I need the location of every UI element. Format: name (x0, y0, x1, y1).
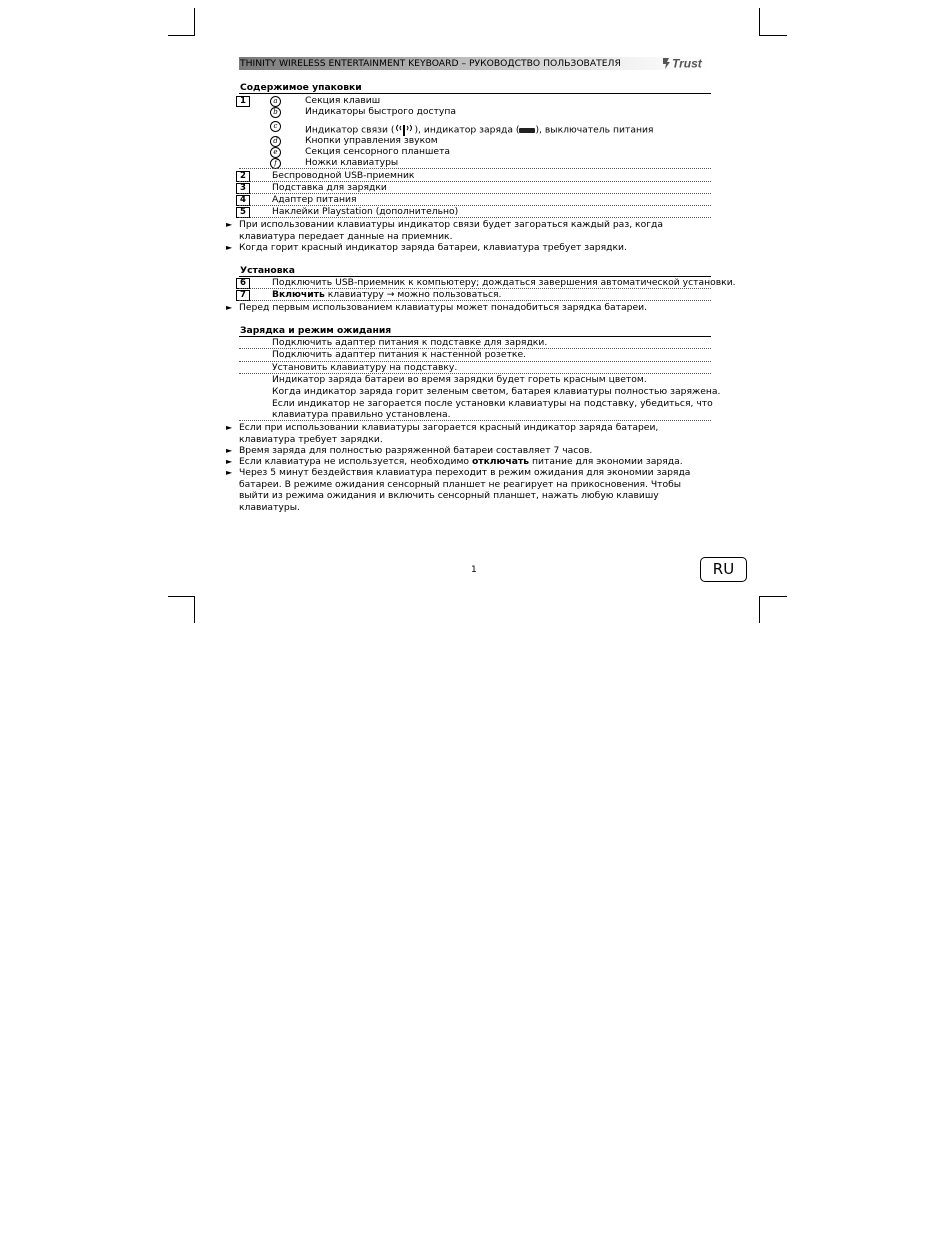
svg-text:Trust: Trust (672, 56, 702, 71)
item-text: Наклейки Playstation (дополнительно) (272, 206, 459, 217)
trust-logo (662, 55, 712, 71)
info-text: Индикатор заряда батареи во время зарядки будет гореть красным цветом. (272, 374, 647, 385)
crop-mark (168, 596, 195, 597)
item-number: 2 (236, 171, 250, 182)
bullet-arrow-icon: ► (226, 243, 233, 252)
divider (239, 93, 711, 94)
bullet-arrow-icon: ► (226, 446, 233, 455)
page-number: 1 (471, 565, 477, 575)
crop-mark (759, 596, 787, 597)
note-text: Когда горит красный индикатор заряда батареи, клавиатура требует зарядки. (239, 242, 627, 253)
sub-item-text: Секция сенсорного планшета (305, 146, 451, 157)
item-number: 3 (236, 183, 250, 194)
crop-mark (759, 35, 787, 36)
step-text: Установить клавиатуру на подставку. (272, 362, 458, 373)
item-number: 1 (236, 96, 250, 107)
crop-mark (759, 8, 760, 36)
sub-item-text-part: Индикатор связи ( (305, 124, 395, 136)
letter-badge: b (270, 107, 281, 118)
bullet-arrow-icon: ► (226, 220, 233, 229)
item-number: 5 (236, 207, 250, 218)
bullet-arrow-icon: ► (226, 468, 233, 477)
emphasis-text: Включить (272, 289, 325, 300)
divider (239, 168, 711, 169)
item-text: Подставка для зарядки (272, 182, 387, 193)
battery-icon (519, 128, 535, 133)
item-number: 7 (236, 290, 250, 301)
letter-badge: c (270, 121, 281, 132)
crop-mark (194, 596, 195, 623)
section-title-package: Содержимое упаковки (240, 82, 362, 93)
info-text: клавиатура правильно установлена. (272, 409, 451, 420)
item-text: Адаптер питания (272, 194, 357, 205)
sub-item-text-part: ), выключатель питания (535, 124, 654, 136)
note-text: При использовании клавиатуры индикатор связи будет загораться каждый раз, когда клавиатура передает данные на приемник. (239, 219, 664, 242)
sub-item (239, 120, 711, 134)
step-text: Подключить адаптер питания к подставке для зарядки. (272, 337, 548, 348)
language-badge: RU (700, 557, 747, 582)
letter-badge: f (270, 158, 281, 169)
section-title-install: Установка (240, 265, 295, 276)
note-text: Время заряда для полностью разряженной батареи составляет 7 часов. (239, 445, 593, 456)
note-text (239, 456, 711, 468)
bullet-arrow-icon: ► (226, 423, 233, 432)
page-title: THINITY WIRELESS ENTERTAINMENT KEYBOARD – РУКОВОДСТВО ПОЛЬЗОВАТЕЛЯ (240, 58, 621, 69)
item-text-part: клавиатуру (324, 289, 387, 300)
note-text: Если при использовании клавиатуры загорается красный индикатор заряда батареи, клавиатура требует зарядки. (239, 422, 659, 445)
crop-mark (168, 35, 195, 36)
sub-item-text: Ножки клавиатуры (305, 157, 399, 168)
item-text: Подключить USB-приемник к компьютеру; дождаться завершения автоматической установки. (272, 277, 736, 288)
note-text: Перед первым использованием клавиатуры может понадобиться зарядка батареи. (239, 302, 648, 313)
divider (239, 420, 711, 421)
arrow-right-icon: → (386, 289, 395, 300)
note-text-part: питание для экономии заряда. (529, 456, 683, 467)
note-text: Через 5 минут бездействия клавиатура переходит в режим ожидания для экономии заряда батареи. В режиме ожидания сенсорный планшет не реагирует на прикосновения. Чтобы выйти из режима ожидания и включить сенсорный планшет, нажать любую клавишу клавиатуры. (239, 467, 691, 513)
bullet-arrow-icon: ► (226, 303, 233, 312)
divider (239, 300, 711, 301)
divider (239, 217, 711, 218)
item-number: 6 (236, 278, 250, 289)
item-text-part: можно пользоваться. (394, 289, 502, 300)
item-number: 4 (236, 195, 250, 206)
letter-badge: d (270, 136, 281, 147)
sub-item (239, 106, 711, 118)
section-title-charging: Зарядка и режим ожидания (240, 325, 392, 336)
letter-badge: e (270, 147, 281, 158)
sub-item-text: Секция клавиш (305, 95, 381, 106)
info-text: Когда индикатор заряда горит зеленым светом, батарея клавиатуры полностью заряжена. (272, 386, 721, 397)
item-text: Беспроводной USB-приемник (272, 170, 415, 181)
crop-mark (759, 596, 760, 623)
sub-item-text-part: ), индикатор заряда ( (414, 124, 520, 136)
step-text: Подключить адаптер питания к настенной розетке. (272, 349, 527, 360)
crop-mark (194, 8, 195, 36)
info-text: Если индикатор не загорается после установки клавиатуры на подставку, убедиться, что (272, 398, 713, 409)
sub-item-text: Кнопки управления звуком (305, 135, 438, 146)
sub-item-text: Индикаторы быстрого доступа (305, 106, 456, 117)
note-text-part: Если клавиатура не используется, необходимо (239, 456, 472, 467)
letter-badge: a (270, 96, 281, 107)
emphasis-text: отключать (471, 456, 530, 467)
bullet-arrow-icon: ► (226, 457, 233, 466)
